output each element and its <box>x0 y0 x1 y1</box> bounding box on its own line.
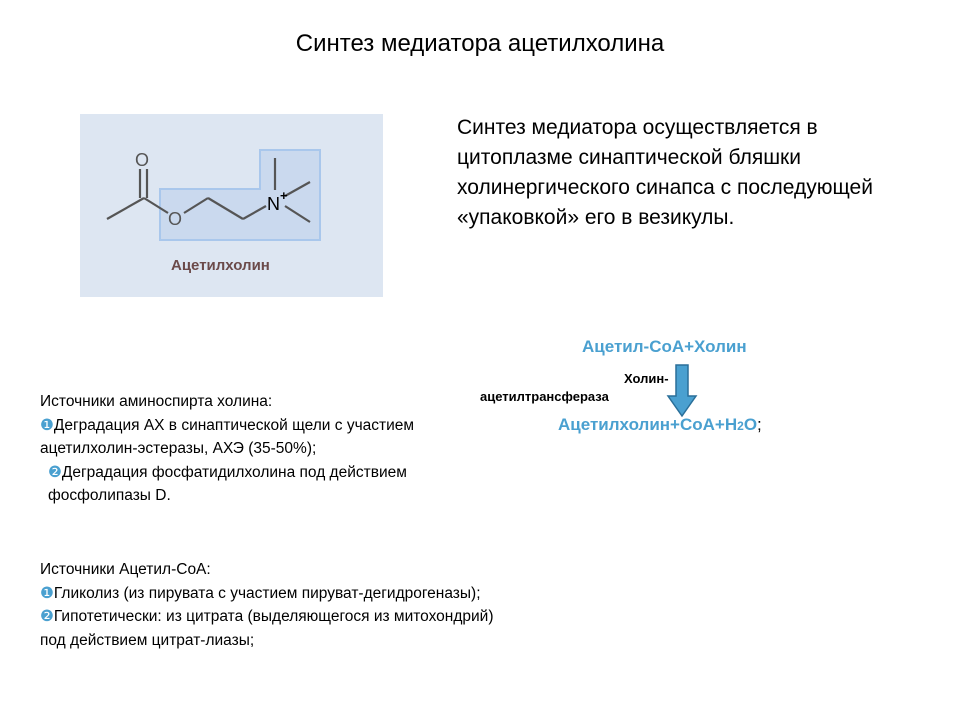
acetyl-coa-sources-heading: Источники Ацетил-СоА: <box>40 561 211 578</box>
oxygen-ester-atom: O <box>168 209 183 229</box>
number-badge-icon: ❶ <box>40 416 54 434</box>
list-item <box>40 461 510 508</box>
reaction-products <box>558 415 762 435</box>
choline-sources-heading: Источники аминоспирта холина: <box>40 393 273 410</box>
list-item <box>40 582 510 606</box>
oxygen-carbonyl-atom: O <box>135 150 150 170</box>
intro-text: Синтез медиатора осуществляется в цитоплазме синаптической бляшки холинергического синапса с последующей «упаковкой» его в везикулы. <box>457 116 873 229</box>
list-item-text: Гликолиз (из пирувата с участием пируват-дегидрогеназы); <box>53 584 481 602</box>
acetyl-coa-sources <box>40 558 510 652</box>
number-badge-icon: ❶ <box>40 584 54 602</box>
acetylcholine-structure <box>80 114 383 297</box>
list-item-text: Гипотетически: из цитрата (выделяющегося из митохондрий) под действием цитрат-лиазы; <box>40 608 494 649</box>
reaction-reactants: Ацетил-СоА+Холин <box>582 337 747 356</box>
nitrogen-atom: N <box>267 194 280 214</box>
list-item <box>40 605 510 652</box>
products-main: Ацетилхолин+СоА+H <box>558 415 738 434</box>
positive-charge: + <box>280 188 288 203</box>
enzyme-name-line2: ацетилтрансфераза <box>480 389 609 404</box>
products-end: O <box>743 415 758 434</box>
choline-highlight <box>160 150 320 240</box>
products-subscript: 2 <box>737 419 744 433</box>
list-item <box>40 414 510 461</box>
enzyme-name-line1: Холин- <box>624 371 669 386</box>
number-badge-icon: ❷ <box>40 608 54 625</box>
products-semicolon: ; <box>757 415 762 434</box>
number-badge-icon: ❷ <box>48 463 62 481</box>
list-item-text: Деградация АХ в синаптической щели с участием ацетилхолин-эстеразы, АХЭ (35-50%); <box>40 416 415 457</box>
reaction-arrow-icon <box>666 364 698 418</box>
molecule-label: Ацетилхолин <box>171 257 270 274</box>
choline-sources <box>40 390 510 508</box>
list-item-text: Деградация фосфатидилхолина под действием фосфолипазы D. <box>48 463 407 504</box>
page-title: Синтез медиатора ацетилхолина <box>295 30 665 57</box>
